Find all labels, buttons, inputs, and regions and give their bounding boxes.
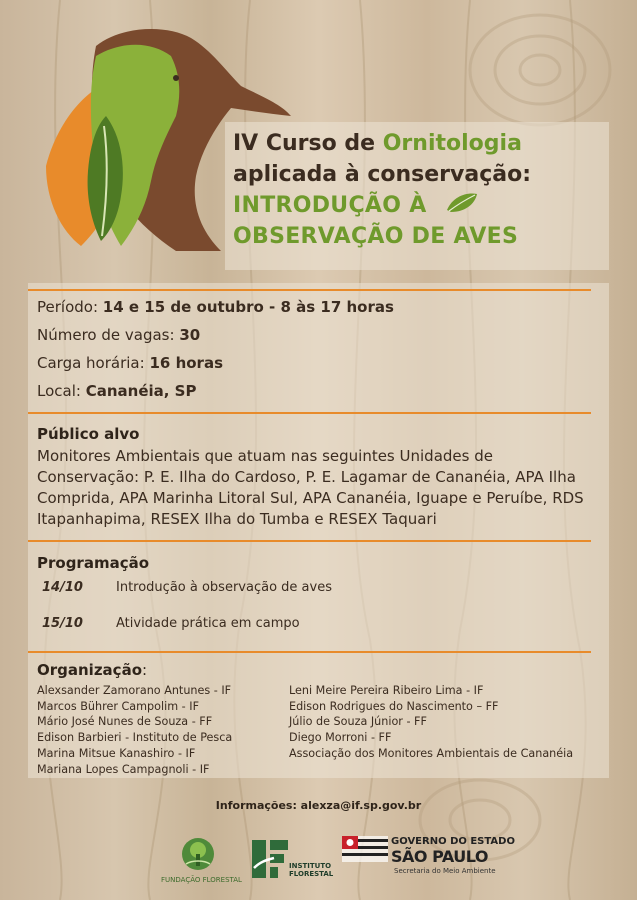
periodo-label: Período: xyxy=(37,298,99,316)
vagas-label: Número de vagas: xyxy=(37,326,175,344)
organizacao-heading-text: Organização xyxy=(37,661,142,679)
prog-activity-2: Atividade prática em campo xyxy=(116,616,300,631)
organizer-item: Diego Morroni - FF xyxy=(289,731,392,745)
organizer-item: Alexsander Zamorano Antunes - IF xyxy=(37,684,232,697)
title-line-3 xyxy=(233,190,613,221)
title-prefix: IV Curso de xyxy=(233,131,383,156)
local-row xyxy=(37,382,196,400)
prog-activity-1: Introdução à observação de aves xyxy=(116,580,332,595)
organizer-item: Edison Barbieri - Instituto de Pesca xyxy=(37,731,233,745)
programacao-heading: Programação xyxy=(37,554,150,572)
contact-info: Informações: alexza@if.sp.gov.br xyxy=(215,799,422,812)
title-line-2: aplicada à conservação: xyxy=(233,162,531,187)
organizer-item: Marcos Bührer Campolim - IF xyxy=(37,699,199,713)
organizacao-right-list xyxy=(289,683,573,762)
carga-label: Carga horária: xyxy=(37,354,145,372)
sao-paulo-label: SÃO PAULO xyxy=(391,847,488,866)
organizer-item: Mário José Nunes de Souza - FF xyxy=(37,715,213,729)
publico-heading: Público alvo xyxy=(37,425,140,443)
divider-programacao xyxy=(28,651,591,653)
title-line-1 xyxy=(233,128,613,159)
course-title xyxy=(233,128,613,252)
divider-publico xyxy=(28,540,591,542)
periodo-value: 14 e 15 de outubro - 8 às 17 horas xyxy=(102,298,394,316)
divider-details xyxy=(28,412,591,414)
organizer-item: Júlio de Souza Júnior - FF xyxy=(289,715,427,729)
fundacao-label: FUNDAÇÃO FLORESTAL xyxy=(161,876,242,884)
title-line-4: OBSERVAÇÃO DE AVES xyxy=(233,224,519,249)
organizer-item: Marina Mitsue Kanashiro - IF xyxy=(37,746,196,760)
title-line-3-text: INTRODUÇÃO À xyxy=(233,193,427,218)
instituto-label-1: INSTITUTO xyxy=(289,862,332,870)
organizacao-colon: : xyxy=(142,661,148,679)
instituto-label-2: FLORESTAL xyxy=(289,870,334,878)
instituto-florestal-logo-icon xyxy=(250,838,290,880)
organizer-item: Edison Rodrigues do Nascimento – FF xyxy=(289,699,499,713)
governo-label: GOVERNO DO ESTADO xyxy=(391,836,515,847)
title-highlight: Ornitologia xyxy=(382,131,522,156)
fundacao-florestal-logo-icon xyxy=(180,836,216,872)
organizacao-left-list xyxy=(37,683,232,777)
divider-top xyxy=(28,289,591,291)
prog-date-1: 14/10 xyxy=(42,580,83,595)
local-label: Local: xyxy=(37,382,81,400)
organizacao-heading xyxy=(37,661,147,679)
carga-value: 16 horas xyxy=(149,354,223,372)
prog-date-2: 15/10 xyxy=(42,616,83,631)
carga-row xyxy=(37,354,223,372)
sao-paulo-flag-icon xyxy=(342,836,388,862)
vagas-row xyxy=(37,326,200,344)
organizer-item: Associação dos Monitores Ambientais de Cananéia xyxy=(289,746,574,760)
vagas-value: 30 xyxy=(179,326,201,344)
organizer-item: Leni Meire Pereira Ribeiro Lima - IF xyxy=(289,684,484,697)
local-value: Cananéia, SP xyxy=(85,382,197,400)
organizer-item: Mariana Lopes Campagnoli - IF xyxy=(37,762,210,776)
periodo-row xyxy=(37,298,394,316)
publico-text: Monitores Ambientais que atuam nas seguintes Unidades de Conservação: P. E. Ilha do Cardoso, P. E. Lagamar de Cananéia, APA Ilha Comprida, APA Marinha Litoral Sul, APA Cananéia, Iguape e Peruíbe, RDS Itapanhapima, RESEX Ilha do Tumba e RESEX Taquari xyxy=(37,447,584,528)
secretaria-label: Secretaria do Meio Ambiente xyxy=(394,867,496,875)
leaf-icon xyxy=(445,192,479,214)
